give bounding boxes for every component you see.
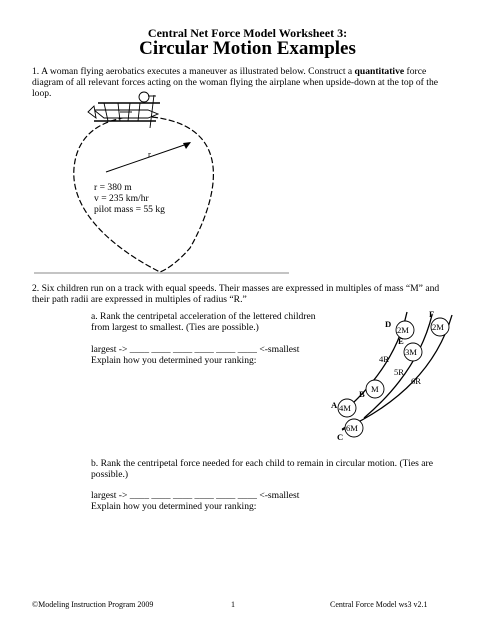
child-c-mass: 6M (346, 423, 358, 433)
footer-doc-id: Central Force Model ws3 v2.1 (330, 600, 428, 609)
airplane-icon (88, 92, 160, 128)
question-2a-ranking (91, 344, 341, 366)
child-f-mass: 2M (432, 322, 444, 332)
child-c-letter: C (337, 432, 344, 442)
radius-6r-label: 6R (411, 376, 422, 386)
quantitative-emphasis: quantitative (354, 66, 405, 77)
child-b-mass: M (371, 384, 379, 394)
footer-copyright: ©Modeling Instruction Program 2009 (32, 600, 154, 609)
given-radius: r = 380 m (94, 182, 132, 193)
child-d-mass: 2M (397, 325, 409, 335)
explain-prompt-a: Explain how you determined your ranking: (91, 355, 257, 367)
ranking-blanks-b[interactable]: largest -> ____ ____ ____ ____ ____ ____ <-smallest (91, 490, 300, 501)
question-2a-prompt: a. Rank the centripetal acceleration of the lettered children from largest to smallest. (Ties are possible.) (91, 311, 316, 334)
worksheet-subtitle: Central Net Force Model Worksheet 3: (147, 26, 348, 40)
child-a-mass: 4M (339, 403, 351, 413)
question-2b-prompt: b. Rank the centripetal force needed for each child to remain in circular motion. (Ties are possible.) (91, 458, 433, 481)
ranking-blanks-a[interactable]: largest -> ____ ____ ____ ____ ____ ____ <-smallest (91, 344, 300, 355)
child-a-letter: A (331, 400, 338, 410)
child-e-mass: 3M (405, 347, 417, 357)
child-d-letter: D (385, 319, 392, 329)
child-e-letter: E (398, 336, 404, 346)
radius-5r-label: 5R (394, 367, 405, 377)
question-1-text: 1. A woman flying aerobatics executes a maneuver as illustrated below. Construct a quantitative force diagram of all relevant forces acting on the woman flying the airplane when upside-down at the top of the loop. (32, 66, 439, 100)
worksheet-title: Circular Motion Examples (139, 38, 356, 59)
child-f-letter: F (429, 309, 435, 319)
given-speed: v = 235 km/hr (94, 193, 149, 205)
question-2b-ranking (91, 490, 351, 512)
child-markers (338, 318, 449, 437)
given-values (94, 182, 165, 216)
given-mass: pilot mass = 55 kg (94, 204, 165, 216)
explain-prompt-b: Explain how you determined your ranking: (91, 501, 257, 513)
radius-label: r (148, 149, 151, 159)
child-b-letter: B (359, 389, 365, 399)
question-2-text: 2. Six children run on a track with equal speeds. Their masses are expressed in multiples of mass “M” and their path radii are expressed in multiples of radius “R.” (32, 283, 440, 306)
radius-4r-label: 4R (379, 354, 390, 364)
footer-page-number: 1 (231, 600, 235, 609)
